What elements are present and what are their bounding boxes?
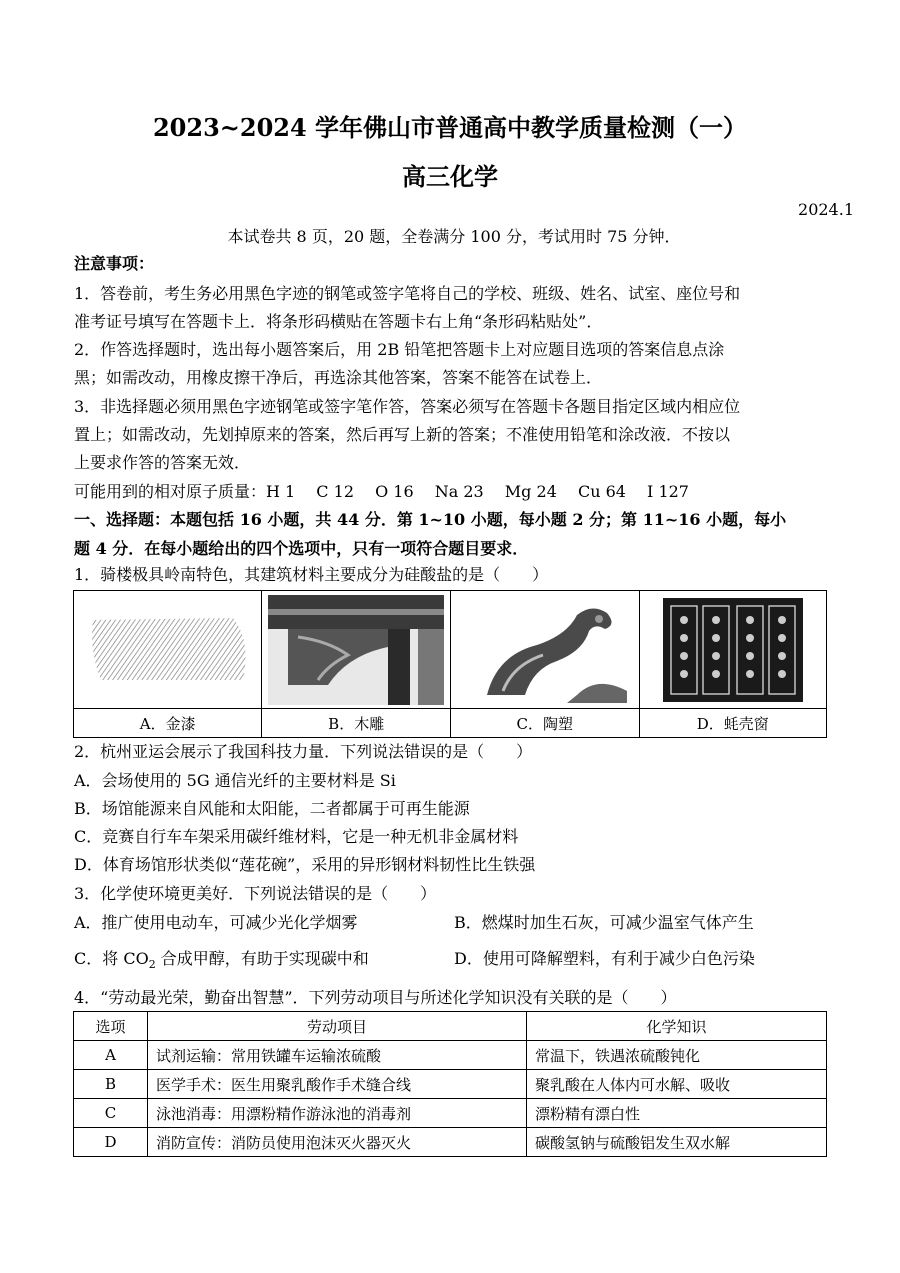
table-row: [74, 1099, 827, 1128]
atomic-mass-line: 可能用到的相对原子质量：H 1 C 12 O 16 Na 23 Mg 24 Cu 64 I 127: [74, 482, 689, 501]
q1-option-c: C．陶塑: [450, 709, 639, 738]
notice-line: 1．答卷前，考生务必用黑色字迹的钢笔或签字笔将自己的学校、班级、姓名、试室、座位号和: [74, 284, 741, 303]
q4-table: [73, 1011, 827, 1157]
wood-carving-image: [268, 595, 444, 705]
q1-image-a: [74, 591, 262, 709]
q2-stem: 2．杭州亚运会展示了我国科技力量．下列说法错误的是（ ）: [74, 742, 533, 761]
notice-line: 上要求作答的答案无效．: [74, 453, 251, 472]
q2-option-b: B．场馆能源来自风能和太阳能，二者都属于可再生能源: [74, 799, 470, 818]
notice-line: 准考证号填写在答题卡上．将条形码横贴在答题卡右上角“条形码粘贴处”．: [74, 312, 603, 331]
q2-option-a: A．会场使用的 5G 通信光纤的主要材料是 Si: [74, 771, 396, 790]
table-row: [74, 1041, 827, 1070]
q1-image-b: [262, 591, 451, 709]
q4-cell-option: D: [74, 1128, 148, 1157]
exam-subtitle: 高三化学: [402, 162, 498, 191]
q4-cell-labor: 试剂运输：常用铁罐车运输浓硫酸: [148, 1041, 527, 1070]
q4-cell-knowledge: 碳酸氢钠与硫酸铝发生双水解: [527, 1128, 827, 1157]
q3-option-d: D．使用可降解塑料，有利于减少白色污染: [454, 949, 755, 968]
q4-header-labor: 劳动项目: [148, 1012, 527, 1041]
notice-line: 黑；如需改动，用橡皮擦干净后，再选涂其他答案，答案不能答在试卷上．: [74, 368, 603, 387]
co2-formula: CO: [123, 949, 149, 968]
q4-stem: 4．“劳动最光荣，勤奋出智慧”．下列劳动项目与所述化学知识没有关联的是（ ）: [74, 988, 677, 1007]
q4-cell-labor: 医学手术：医生用聚乳酸作手术缝合线: [148, 1070, 527, 1099]
q4-cell-labor: 消防宣传：消防员使用泡沫灭火器灭火: [148, 1128, 527, 1157]
co2-subscript: 2: [148, 958, 156, 972]
notice-line: 2．作答选择题时，选出每小题答案后，用 2B 铅笔把答题卡上对应题目选项的答案信息点涂: [74, 340, 725, 359]
q1-image-table: [73, 590, 827, 738]
q3-stem: 3．化学使环境更美好．下列说法错误的是（ ）: [74, 884, 437, 903]
q3-option-c-suffix: 合成甲醇，有助于实现碳中和: [155, 949, 369, 968]
exam-title: 2023~2024 学年佛山市普通高中教学质量检测（一）: [152, 113, 748, 142]
notice-line: 置上；如需改动，先划掉原来的答案，然后再写上新的答案；不准使用铅笔和涂改液．不按以: [74, 425, 731, 444]
q2-option-d: D．体育场馆形状类似“莲花碗”，采用的异形钢材料韧性比生铁强: [74, 855, 536, 874]
q4-cell-knowledge: 漂粉精有漂白性: [527, 1099, 827, 1128]
q3-option-b: B．燃煤时加生石灰，可减少温室气体产生: [454, 913, 754, 932]
notice-line: 3．非选择题必须用黑色字迹钢笔或签字笔作答，答案必须写在答题卡各题目指定区域内相应位: [74, 397, 741, 416]
q1-image-c: [450, 591, 639, 709]
q4-cell-option: B: [74, 1070, 148, 1099]
q4-cell-knowledge: 常温下，铁遇浓硫酸钝化: [527, 1041, 827, 1070]
q1-option-b: B．木雕: [262, 709, 451, 738]
exam-date: 2024.1: [798, 200, 854, 219]
section-heading-cont: 题 4 分．在每小题给出的四个选项中，只有一项符合题目要求．: [74, 539, 529, 558]
exam-info: 本试卷共 8 页，20 题，全卷满分 100 分，考试用时 75 分钟．: [227, 227, 681, 246]
q4-header-option: 选项: [74, 1012, 148, 1041]
q4-cell-option: A: [74, 1041, 148, 1070]
q2-option-c: C．竞赛自行车车架采用碳纤维材料，它是一种无机非金属材料: [74, 827, 519, 846]
q3-option-a: A．推广使用电动车，可减少光化学烟雾: [74, 913, 358, 932]
gold-lacquer-image: [83, 610, 253, 690]
q4-cell-option: C: [74, 1099, 148, 1128]
q4-cell-knowledge: 聚乳酸在人体内可水解、吸收: [527, 1070, 827, 1099]
table-row: [74, 1128, 827, 1157]
q1-image-d: [639, 591, 826, 709]
pottery-sculpture-image: [457, 595, 633, 705]
notice-heading: 注意事项：: [74, 254, 155, 273]
q4-header-knowledge: 化学知识: [527, 1012, 827, 1041]
section-heading: 一、选择题：本题包括 16 小题，共 44 分．第 1~10 小题，每小题 2 分；第 11~16 小题，每小: [74, 510, 787, 529]
q1-option-a: A．金漆: [74, 709, 262, 738]
q3-option-c-prefix: C．将: [74, 949, 124, 968]
q4-cell-labor: 泳池消毒：用漂粉精作游泳池的消毒剂: [148, 1099, 527, 1128]
q3-option-c: [74, 948, 369, 976]
q1-option-d: D．蚝壳窗: [639, 709, 826, 738]
table-row: [74, 1070, 827, 1099]
q1-stem: 1．骑楼极具岭南特色，其建筑材料主要成分为硅酸盐的是（ ）: [74, 565, 549, 584]
oyster-shell-window-image: [663, 598, 803, 702]
